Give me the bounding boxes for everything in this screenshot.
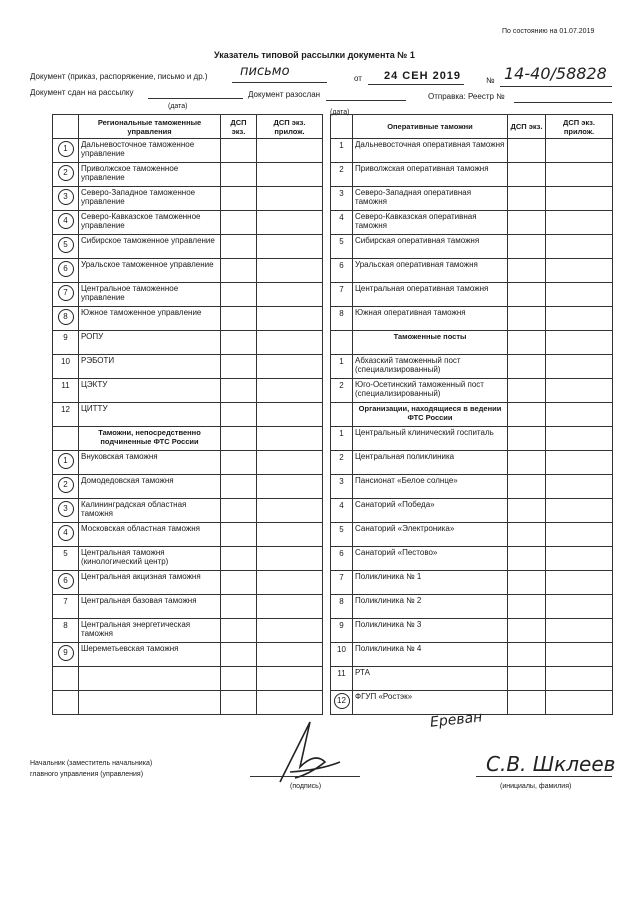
- left-row-number: 5: [58, 237, 74, 253]
- right-row-name: Южная оперативная таможня: [353, 307, 508, 331]
- table-row: [53, 643, 613, 667]
- left-row-name: Сибирское таможенное управление: [79, 235, 221, 259]
- right-row-name: Северо-Кавказская оперативная таможня: [353, 211, 508, 235]
- left-dsp-cell: [221, 259, 257, 283]
- right-row-name: Абхазский таможенный пост (специализированный): [353, 355, 508, 379]
- right-row-number: 6: [339, 549, 344, 558]
- left-row-number: 9: [58, 645, 74, 661]
- left-header-name: Региональные таможенные управления: [79, 115, 221, 139]
- status-date: По состоянию на 01.07.2019: [502, 28, 595, 35]
- left-dsp-cell: [257, 163, 323, 187]
- left-dsp-cell: [221, 595, 257, 619]
- document-title: Указатель типовой рассылки документа № 1: [214, 50, 415, 60]
- left-dsp-cell: [257, 523, 323, 547]
- right-header-name: Оперативные таможни: [353, 115, 508, 139]
- left-row-name: Центральная базовая таможня: [79, 595, 221, 619]
- left-dsp-cell: [257, 547, 323, 571]
- left-row-number: 8: [58, 309, 74, 325]
- left-row-number: 3: [58, 189, 74, 205]
- right-row-number: 2: [339, 381, 344, 390]
- left-dsp-cell: [221, 499, 257, 523]
- right-dsp-cell: [546, 643, 613, 667]
- right-dsp-cell: [546, 667, 613, 691]
- right-row-number: 2: [339, 165, 344, 174]
- right-row-name: Центральная поликлиника: [353, 451, 508, 475]
- left-dsp-cell: [257, 403, 323, 427]
- right-row-name: Поликлиника № 1: [353, 571, 508, 595]
- right-dsp-cell: [508, 259, 546, 283]
- table-row: [53, 283, 613, 307]
- left-dsp-cell: [257, 475, 323, 499]
- sent-label: Документ сдан на рассылку: [30, 88, 134, 97]
- right-row-name: Центральный клинический госпиталь: [353, 427, 508, 451]
- right-dsp-cell: [546, 139, 613, 163]
- handwritten-note: Ереван: [429, 709, 484, 731]
- table-row: [53, 139, 613, 163]
- left-row-name: Северо-Западное таможенное управление: [79, 187, 221, 211]
- right-row-name: Северо-Западная оперативная таможня: [353, 187, 508, 211]
- right-row-name: Пансионат «Белое солнце»: [353, 475, 508, 499]
- left-dsp-cell: [221, 571, 257, 595]
- sent-out-date-hint: (дата): [330, 109, 350, 116]
- table-row: [53, 523, 613, 547]
- left-dsp-cell: [221, 163, 257, 187]
- right-dsp-cell: [508, 499, 546, 523]
- left-dsp-cell: [257, 619, 323, 643]
- name-hint: (инициалы, фамилия): [500, 783, 572, 790]
- table-row: [53, 571, 613, 595]
- right-dsp-cell: [508, 667, 546, 691]
- right-dsp-cell: [546, 259, 613, 283]
- sent-date-hint: (дата): [168, 103, 188, 110]
- right-dsp-cell: [546, 595, 613, 619]
- right-dsp-cell: [546, 211, 613, 235]
- left-dsp-cell: [257, 571, 323, 595]
- left-row-name: Внуковская таможня: [79, 451, 221, 475]
- left-row-number: 4: [58, 525, 74, 541]
- right-row-name: ФГУП «Ростэк»: [353, 691, 508, 715]
- distribution-table: [52, 114, 613, 715]
- left-dsp-cell: [221, 307, 257, 331]
- left-row-name: РОПУ: [79, 331, 221, 355]
- right-row-number: 9: [339, 621, 344, 630]
- left-row-number: 3: [58, 501, 74, 517]
- right-header-dsp-attach: ДСП экз. прилож.: [546, 115, 613, 139]
- document-type-label: Документ (приказ, распоряжение, письмо и др.): [30, 72, 208, 81]
- right-row-number: 7: [339, 573, 344, 582]
- left-header-num: [53, 115, 79, 139]
- right-row-number: 1: [339, 141, 344, 150]
- right-row-number: 3: [339, 189, 344, 198]
- left-row-name: ЦЭКТУ: [79, 379, 221, 403]
- left-dsp-cell: [257, 595, 323, 619]
- table-row: [53, 163, 613, 187]
- left-row-name: Центральная таможня (кинологический центр): [79, 547, 221, 571]
- right-row-number: 7: [339, 285, 344, 294]
- left-row-number: 7: [58, 285, 74, 301]
- left-row-name: Южное таможенное управление: [79, 307, 221, 331]
- left-row-number: 5: [63, 549, 68, 558]
- right-row-name: Юго-Осетинский таможенный пост (специализированный): [353, 379, 508, 403]
- left-row-number: 1: [58, 141, 74, 157]
- right-dsp-cell: [508, 187, 546, 211]
- right-dsp-cell: [546, 691, 613, 715]
- right-dsp-cell: [546, 307, 613, 331]
- right-dsp-cell: [546, 499, 613, 523]
- right-dsp-cell: [546, 547, 613, 571]
- right-dsp-cell: [508, 475, 546, 499]
- left-dsp-cell: [257, 451, 323, 475]
- table-row: [53, 235, 613, 259]
- right-row-number: 6: [339, 261, 344, 270]
- table-row: [53, 187, 613, 211]
- left-dsp-cell: [221, 139, 257, 163]
- right-row-number: 11: [337, 669, 346, 678]
- right-header-dsp-copy: ДСП экз.: [508, 115, 546, 139]
- right-dsp-cell: [508, 427, 546, 451]
- table-row: [53, 211, 613, 235]
- table-row: [53, 451, 613, 475]
- sent-out-label: Документ разослан: [248, 90, 321, 99]
- right-dsp-cell: [546, 571, 613, 595]
- left-row-number: 7: [63, 597, 68, 606]
- left-dsp-cell: [221, 187, 257, 211]
- left-dsp-cell: [221, 619, 257, 643]
- signature-hint: (подпись): [290, 783, 322, 790]
- right-dsp-cell: [508, 379, 546, 403]
- right-row-number: 1: [339, 357, 344, 366]
- right-dsp-cell: [546, 475, 613, 499]
- table-row: [53, 547, 613, 571]
- left-row-name: Северо-Кавказское таможенное управление: [79, 211, 221, 235]
- left-dsp-cell: [257, 211, 323, 235]
- number-label: №: [486, 76, 495, 85]
- table-row: [53, 307, 613, 331]
- left-dsp-cell: [257, 307, 323, 331]
- name-value: С.В. Шклеев: [486, 752, 616, 776]
- right-row-number: 2: [339, 453, 344, 462]
- right-section-header: Таможенные посты: [353, 331, 508, 355]
- table-row: [53, 619, 613, 643]
- left-dsp-cell: [221, 379, 257, 403]
- right-dsp-cell: [546, 283, 613, 307]
- left-dsp-cell: [221, 235, 257, 259]
- right-row-name: Дальневосточная оперативная таможня: [353, 139, 508, 163]
- left-row-name: Уральское таможенное управление: [79, 259, 221, 283]
- left-row-name: Дальневосточное таможенное управление: [79, 139, 221, 163]
- right-row-name: Санаторий «Пестово»: [353, 547, 508, 571]
- right-dsp-cell: [546, 235, 613, 259]
- left-row-number: 4: [58, 213, 74, 229]
- left-row-name: Калининградская областная таможня: [79, 499, 221, 523]
- left-dsp-cell: [257, 283, 323, 307]
- right-dsp-cell: [508, 307, 546, 331]
- position-line-1: Начальник (заместитель начальника): [30, 760, 153, 767]
- left-row-name: РЭБОТИ: [79, 355, 221, 379]
- left-row-number: 12: [61, 405, 70, 414]
- left-header-dsp-attach: ДСП экз. прилож.: [257, 115, 323, 139]
- right-row-name: Центральная оперативная таможня: [353, 283, 508, 307]
- left-dsp-cell: [221, 283, 257, 307]
- table-row: [53, 427, 613, 451]
- table-row: [53, 355, 613, 379]
- left-dsp-cell: [257, 259, 323, 283]
- left-row-number: 6: [58, 261, 74, 277]
- left-dsp-cell: [221, 403, 257, 427]
- left-row-number: 11: [61, 381, 70, 390]
- right-dsp-cell: [546, 619, 613, 643]
- left-row-number: 8: [63, 621, 68, 630]
- left-row-number: 10: [61, 357, 70, 366]
- right-dsp-cell: [508, 283, 546, 307]
- left-row-name: ЦИТТУ: [79, 403, 221, 427]
- left-dsp-cell: [221, 331, 257, 355]
- table-row: [53, 475, 613, 499]
- left-dsp-cell: [257, 235, 323, 259]
- right-dsp-cell: [508, 163, 546, 187]
- left-row-name: Шереметьевская таможня: [79, 643, 221, 667]
- right-dsp-cell: [508, 619, 546, 643]
- right-dsp-cell: [508, 451, 546, 475]
- signature-image: [270, 712, 350, 792]
- left-dsp-cell: [221, 451, 257, 475]
- left-header-dsp-copy: ДСП экз.: [221, 115, 257, 139]
- table-row: [53, 499, 613, 523]
- right-row-name: Санаторий «Победа»: [353, 499, 508, 523]
- left-dsp-cell: [257, 187, 323, 211]
- right-row-name: Поликлиника № 3: [353, 619, 508, 643]
- left-row-number: 9: [63, 333, 68, 342]
- date-label: от: [354, 74, 362, 83]
- left-row-name: Центральное таможенное управление: [79, 283, 221, 307]
- right-dsp-cell: [546, 379, 613, 403]
- position-line-2: главного управления (управления): [30, 771, 144, 778]
- right-section-header: Организации, находящиеся в ведении ФТС России: [353, 403, 508, 427]
- right-row-number: 3: [339, 477, 344, 486]
- table-row: [53, 595, 613, 619]
- right-row-name: Поликлиника № 2: [353, 595, 508, 619]
- right-row-number: 5: [339, 525, 344, 534]
- right-row-number: 8: [339, 309, 344, 318]
- right-dsp-cell: [508, 211, 546, 235]
- document-type-value: письмо: [240, 64, 290, 79]
- right-row-number: 8: [339, 597, 344, 606]
- right-row-name: Поликлиника № 4: [353, 643, 508, 667]
- right-dsp-cell: [546, 163, 613, 187]
- left-dsp-cell: [257, 379, 323, 403]
- document-number-value: 14-40/58828: [504, 64, 607, 83]
- table-row: [53, 379, 613, 403]
- left-row-number: 2: [58, 165, 74, 181]
- right-row-number: 1: [339, 429, 344, 438]
- right-dsp-cell: [508, 139, 546, 163]
- right-row-name: РТА: [353, 667, 508, 691]
- left-row-name: Домодедовская таможня: [79, 475, 221, 499]
- table-row: [53, 331, 613, 355]
- left-dsp-cell: [221, 355, 257, 379]
- left-row-name: Центральная акцизная таможня: [79, 571, 221, 595]
- table-row: [53, 403, 613, 427]
- left-row-number: 1: [58, 453, 74, 469]
- right-dsp-cell: [508, 691, 546, 715]
- right-dsp-cell: [508, 595, 546, 619]
- left-row-name: Центральная энергетическая таможня: [79, 619, 221, 643]
- left-dsp-cell: [221, 547, 257, 571]
- right-dsp-cell: [546, 355, 613, 379]
- left-row-name: Московская областная таможня: [79, 523, 221, 547]
- right-row-number: 12: [334, 693, 350, 709]
- right-dsp-cell: [546, 451, 613, 475]
- right-dsp-cell: [508, 355, 546, 379]
- left-row-number: 6: [58, 573, 74, 589]
- right-row-name: Сибирская оперативная таможня: [353, 235, 508, 259]
- table-row: [53, 667, 613, 691]
- right-row-number: 4: [339, 213, 344, 222]
- left-dsp-cell: [221, 211, 257, 235]
- left-dsp-cell: [257, 643, 323, 667]
- left-dsp-cell: [221, 643, 257, 667]
- table-row: [53, 259, 613, 283]
- right-row-name: Санаторий «Электроника»: [353, 523, 508, 547]
- left-dsp-cell: [221, 523, 257, 547]
- right-dsp-cell: [508, 523, 546, 547]
- right-row-number: 10: [337, 645, 346, 654]
- left-dsp-cell: [221, 475, 257, 499]
- right-dsp-cell: [508, 571, 546, 595]
- left-section-header: Таможни, непосредственно подчиненные ФТС России: [79, 427, 221, 451]
- right-dsp-cell: [546, 427, 613, 451]
- left-dsp-cell: [257, 139, 323, 163]
- registry-label: Отправка: Реестр №: [428, 92, 505, 101]
- right-dsp-cell: [546, 523, 613, 547]
- right-header-num: [331, 115, 353, 139]
- left-row-name: Приволжское таможенное управление: [79, 163, 221, 187]
- right-row-number: 4: [339, 501, 344, 510]
- right-dsp-cell: [508, 235, 546, 259]
- left-dsp-cell: [257, 499, 323, 523]
- left-dsp-cell: [257, 355, 323, 379]
- right-row-name: Уральская оперативная таможня: [353, 259, 508, 283]
- left-dsp-cell: [257, 331, 323, 355]
- right-row-name: Приволжская оперативная таможня: [353, 163, 508, 187]
- document-date-stamp: 24 СЕН 2019: [384, 70, 462, 82]
- right-dsp-cell: [508, 643, 546, 667]
- right-row-number: 5: [339, 237, 344, 246]
- table-row: [53, 691, 613, 715]
- right-dsp-cell: [546, 187, 613, 211]
- right-dsp-cell: [508, 547, 546, 571]
- left-row-number: 2: [58, 477, 74, 493]
